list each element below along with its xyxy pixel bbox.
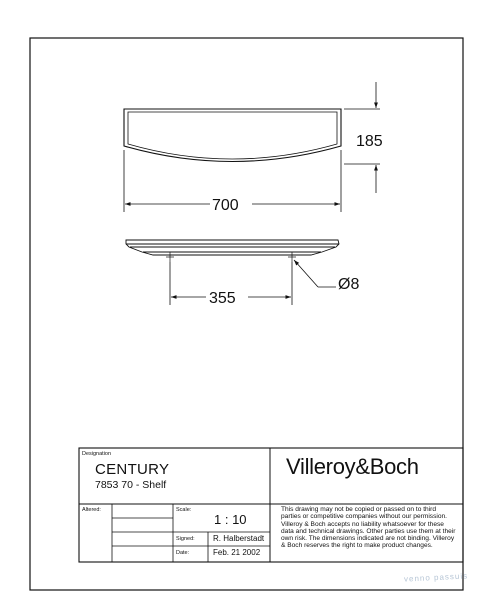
hole-spacing-label: 355 (209, 290, 236, 307)
signed-value: R. Halberstadt (213, 534, 265, 543)
date-label: Date: (176, 550, 190, 556)
hole-diameter-leader (294, 260, 336, 287)
signed-label: Signed: (176, 536, 195, 542)
designation-label: Designation (82, 451, 112, 457)
shelf-side-view (126, 240, 339, 255)
hole-diameter-label: Ø8 (338, 276, 360, 293)
product-title: CENTURY (95, 461, 170, 478)
scale-label: Scale: (176, 507, 192, 513)
watermark: venno passuis (403, 571, 469, 584)
shelf-top-view (124, 109, 341, 162)
disclaimer-text: This drawing may not be copied or passed on to third parties or competitive companies without our permission. Villeroy & Boch accepts no liability whatsoever for these data and technical drawings. Other parties use them at their own risk. The dimensions indicated are not binding. Villeroy & Boch reserves the right to make product changes. (281, 506, 456, 550)
brand-logo: Villeroy&Boch (286, 454, 419, 479)
mounting-hole-marks (166, 252, 296, 262)
scale-value: 1 : 10 (214, 512, 247, 527)
altered-label: Altered: (82, 507, 101, 513)
product-subtitle: 7853 70 - Shelf (95, 479, 167, 491)
date-value: Feb. 21 2002 (213, 548, 261, 557)
height-dimension-label: 185 (356, 133, 383, 150)
width-dimension-label: 700 (212, 197, 239, 214)
